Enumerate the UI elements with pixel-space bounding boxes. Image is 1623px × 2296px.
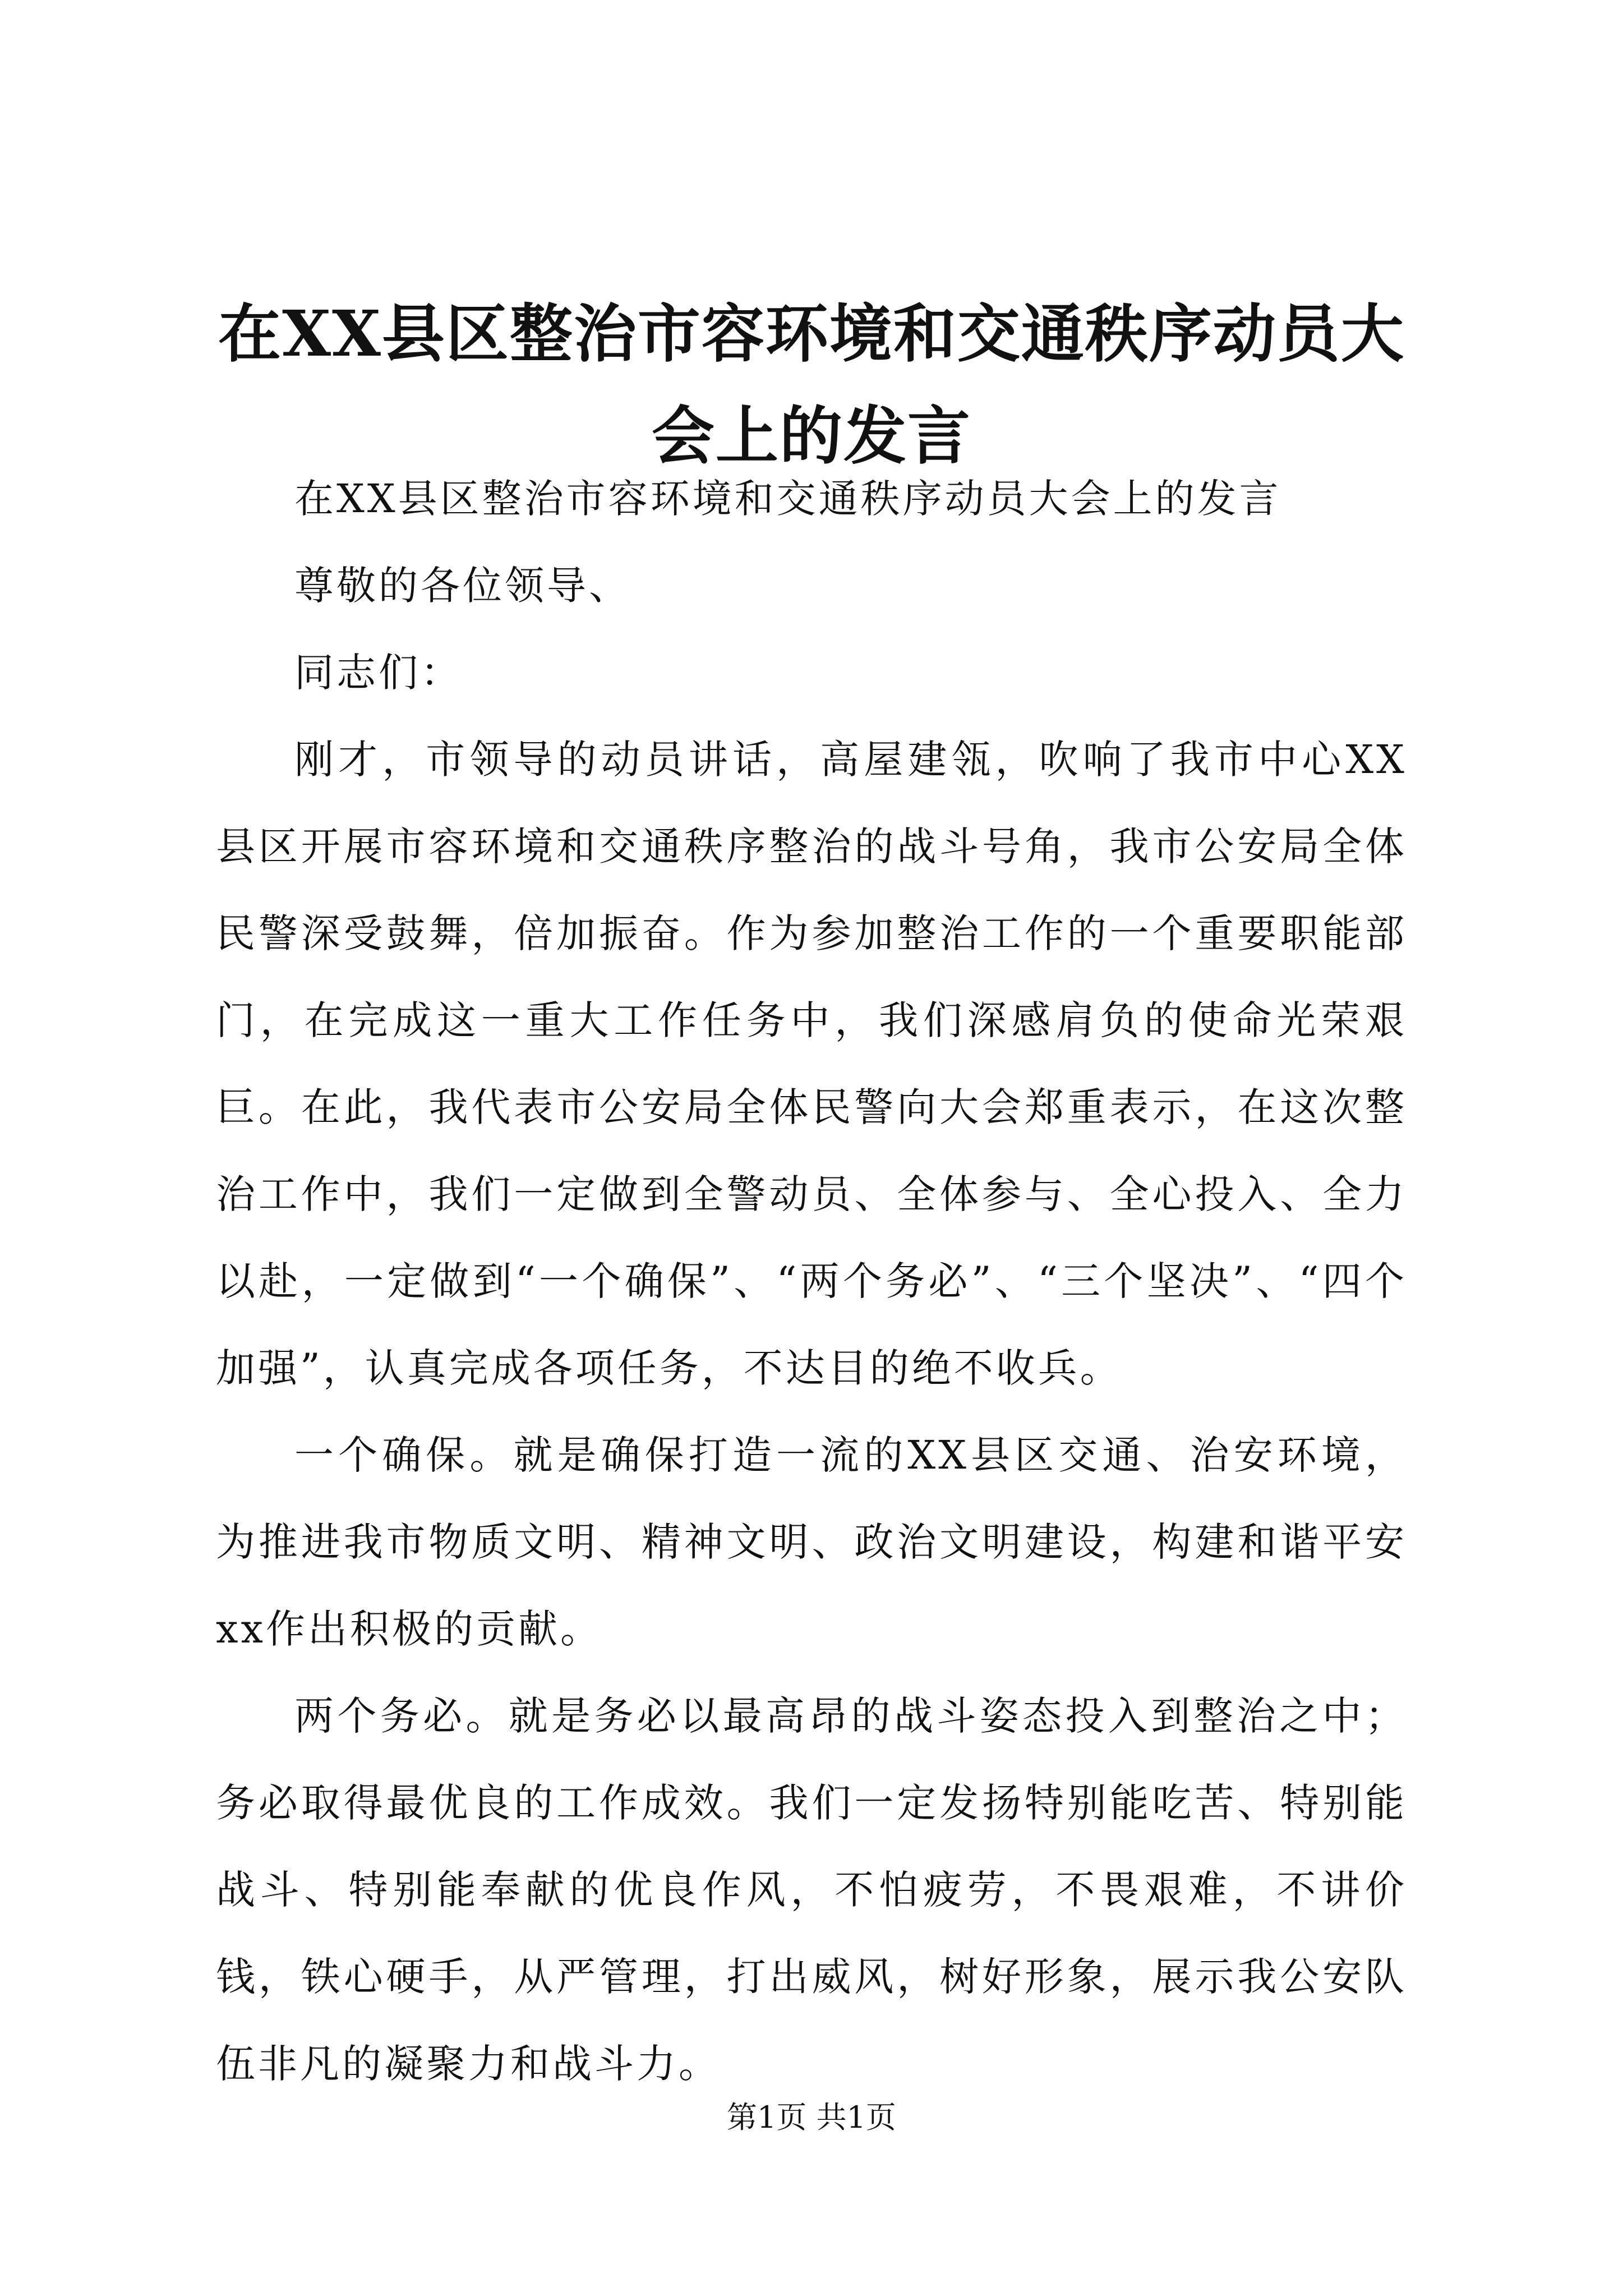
- paragraph-two-musts: 两个务必。就是务必以最高昂的战斗姿态投入到整治之中；务必取得最优良的工作成效。我们一定发扬特别能吃苦、特别能战斗、特别能奉献的优良作风，不怕疲劳，不畏艰难，不讲价钱，铁心硬手，从严管理，打出威风，树好形象，展示我公安队伍非凡的凝聚力和战斗力。: [216, 1693, 1407, 2087]
- document-title: 在XX县区整治市容环境和交通秩序动员大会上的发言: [218, 297, 1405, 473]
- paragraph-intro: 刚才，市领导的动员讲话，高屋建瓴，吹响了我市中心XX县区开展市容环境和交通秩序整治的战斗号角，我市公安局全体民警深受鼓舞，倍加振奋。作为参加整治工作的一个重要职能部门，在完成这一重大工作任务中，我们深感肩负的使命光荣艰巨。在此，我代表市公安局全体民警向大会郑重表示，在这次整治工作中，我们一定做到全警动员、全体参与、全心投入、全力以赴，一定做到“一个确保”、“两个务必”、“三个坚决”、“四个加强”，认真完成各项任务，不达目的绝不收兵。: [216, 737, 1407, 1391]
- document-body: [216, 455, 1407, 2108]
- page-footer: 第1页 共1页: [727, 2100, 896, 2135]
- paragraph-salutation-comrades: 同志们：: [294, 650, 463, 696]
- paragraph-heading-repeat: 在XX县区整治市容环境和交通秩序动员大会上的发言: [294, 476, 1281, 522]
- paragraph-one-guarantee: 一个确保。就是确保打造一流的XX县区交通、治安环境，为推进我市物质文明、精神文明、政治文明建设，构建和谐平安xx作出积极的贡献。: [216, 1432, 1407, 1652]
- paragraph-salutation: 尊敬的各位领导、: [294, 563, 631, 609]
